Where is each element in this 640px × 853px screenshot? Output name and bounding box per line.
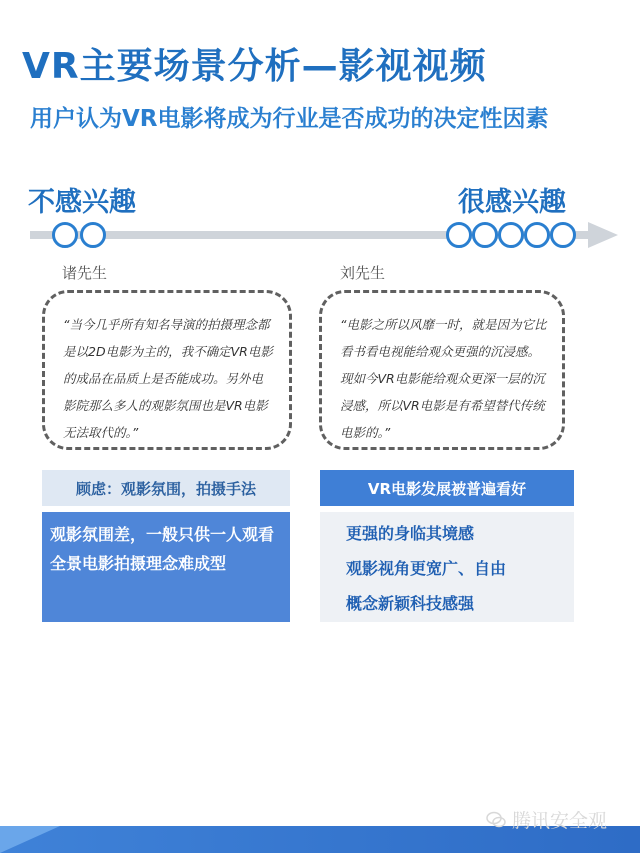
rating-circle-left [80, 222, 106, 248]
rating-circle-right [472, 222, 498, 248]
outlook-details [320, 512, 574, 622]
outlook-detail-item: 更强的身临其境感 [346, 524, 475, 543]
rating-circle-right [550, 222, 576, 248]
wechat-icon [486, 811, 506, 829]
outlook-detail-item: 概念新颖科技感强 [346, 594, 475, 613]
page-subtitle: 用户认为VR电影将成为行业是否成功的决定性因素 [30, 106, 549, 132]
rating-circle-right [446, 222, 472, 248]
rating-circle-right [498, 222, 524, 248]
watermark-text: 腾讯安全观 [512, 810, 608, 832]
concern-detail-item: 全景电影拍摄理念难成型 [50, 554, 227, 573]
watermark [486, 806, 607, 833]
rating-circle-left [52, 222, 78, 248]
rating-circle-right [524, 222, 550, 248]
scale-label-not-interested: 不感兴趣 [28, 187, 136, 218]
concern-label: 顾虑：观影氛围，拍摄手法 [42, 470, 290, 506]
outlook-detail-item: 观影视角更宽广、自由 [346, 559, 507, 578]
scale-label-very-interested: 很感兴趣 [458, 187, 566, 218]
concern-details [42, 512, 290, 622]
right-person-name: 刘先生 [340, 264, 386, 282]
page-title: VR主要场景分析—影视视频 [22, 46, 487, 87]
footer-decoration [0, 826, 60, 853]
outlook-label: VR电影发展被普遍看好 [320, 470, 574, 506]
axis-arrow-icon [588, 222, 618, 248]
right-person-quote: “电影之所以风靡一时，就是因为它比看书看电视能给观众更强的沉浸感。现如今VR电影能给观众更深一层的沉浸感，所以VR电影是有希望替代传统电影的。” [319, 290, 565, 450]
left-person-quote: “当今几乎所有知名导演的拍摄理念都是以2D电影为主的，我不确定VR电影的成品在品质上是否能成功。另外电影院那么多人的观影氛围也是VR电影无法取代的。” [42, 290, 292, 450]
left-person-name: 诸先生 [62, 264, 108, 282]
concern-detail-item: 观影氛围差，一般只供一人观看 [50, 525, 275, 544]
